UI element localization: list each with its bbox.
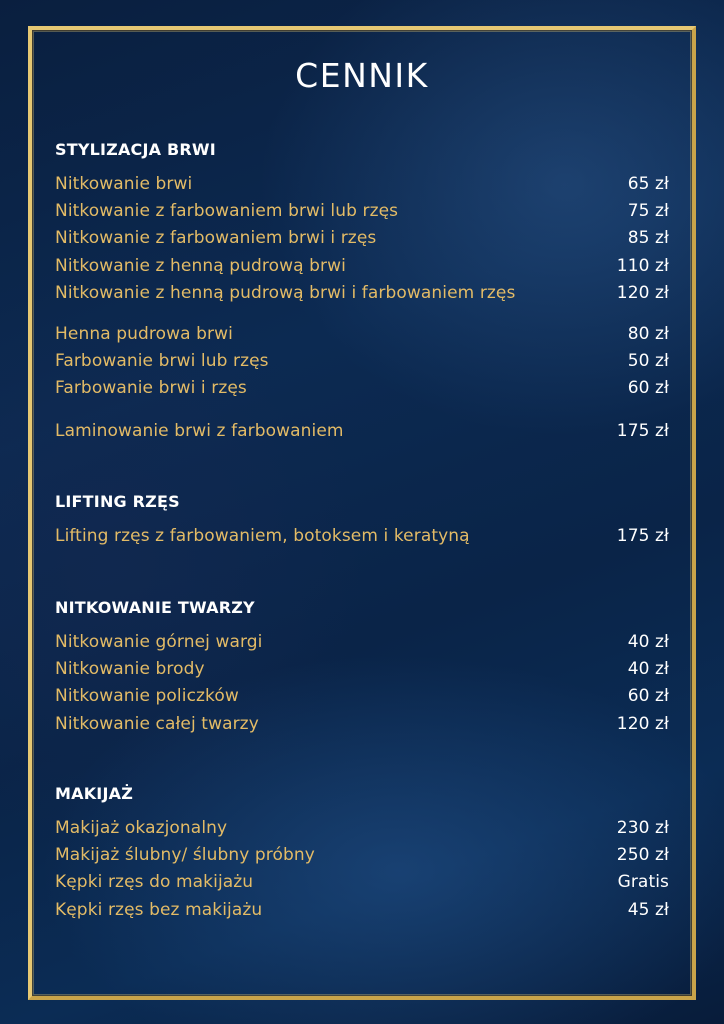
price-row	[55, 170, 669, 197]
section-heading: NITKOWANIE TWARZY	[55, 598, 255, 617]
service-price: 40 zł	[627, 659, 669, 680]
service-price: Gratis	[617, 872, 669, 893]
service-price: 120 zł	[616, 283, 669, 304]
service-name: Henna pudrowa brwi	[55, 323, 233, 344]
price-row	[55, 522, 669, 549]
service-price: 60 zł	[627, 686, 669, 707]
service-price: 40 zł	[627, 631, 669, 652]
service-price: 175 zł	[616, 525, 669, 546]
service-name: Nitkowanie brwi	[55, 173, 193, 194]
price-row	[55, 628, 669, 655]
service-name: Nitkowanie z farbowaniem brwi i rzęs	[55, 228, 377, 249]
service-name: Farbowanie brwi lub rzęs	[55, 351, 269, 372]
service-name: Nitkowanie z henną pudrową brwi	[55, 255, 346, 276]
price-row	[55, 252, 669, 279]
service-price: 65 zł	[627, 173, 669, 194]
price-group	[55, 628, 669, 738]
service-price: 45 zł	[627, 899, 669, 920]
price-row	[55, 710, 669, 737]
price-group	[55, 814, 669, 924]
price-row	[55, 197, 669, 224]
price-row	[55, 320, 669, 347]
price-row	[55, 375, 669, 402]
section-heading: MAKIJAŻ	[55, 784, 133, 803]
price-row	[55, 869, 669, 896]
service-name: Nitkowanie z farbowaniem brwi lub rzęs	[55, 201, 399, 222]
section-lifting-rzes	[55, 491, 669, 549]
price-row	[55, 280, 669, 307]
service-name: Nitkowanie całej twarzy	[55, 713, 259, 734]
service-price: 75 zł	[627, 201, 669, 222]
service-name: Makijaż okazjonalny	[55, 817, 228, 838]
price-row	[55, 814, 669, 841]
service-name: Makijaż ślubny/ ślubny próbny	[55, 845, 315, 866]
service-name: Laminowanie brwi z farbowaniem	[55, 420, 344, 441]
section-heading: STYLIZACJA BRWI	[55, 140, 216, 159]
service-price: 50 zł	[627, 351, 669, 372]
price-row	[55, 683, 669, 710]
service-name: Nitkowanie brody	[55, 659, 205, 680]
service-name: Kępki rzęs bez makijażu	[55, 899, 263, 920]
section-stylizacja-brwi	[55, 139, 669, 445]
service-price: 80 zł	[627, 323, 669, 344]
price-group	[55, 417, 669, 444]
price-row	[55, 896, 669, 923]
section-nitkowanie-twarzy	[55, 597, 669, 738]
price-row	[55, 417, 669, 444]
page-title: CENNIK	[295, 56, 429, 95]
service-name: Nitkowanie z henną pudrową brwi i farbowaniem rzęs	[55, 283, 516, 304]
service-price: 250 zł	[616, 845, 669, 866]
service-name: Kępki rzęs do makijażu	[55, 872, 254, 893]
price-group	[55, 320, 669, 402]
service-price: 175 zł	[616, 420, 669, 441]
section-makijaz	[55, 783, 669, 924]
price-row	[55, 225, 669, 252]
service-price: 60 zł	[627, 378, 669, 399]
service-price: 230 zł	[616, 817, 669, 838]
price-group	[55, 170, 669, 307]
service-price: 85 zł	[627, 228, 669, 249]
service-price: 120 zł	[616, 713, 669, 734]
price-row	[55, 841, 669, 868]
section-heading: LIFTING RZĘS	[55, 492, 180, 511]
service-name: Farbowanie brwi i rzęs	[55, 378, 247, 399]
price-group	[55, 522, 669, 549]
price-row	[55, 347, 669, 374]
service-name: Lifting rzęs z farbowaniem, botoksem i keratyną	[55, 525, 470, 546]
price-row	[55, 655, 669, 682]
service-name: Nitkowanie górnej wargi	[55, 631, 263, 652]
service-price: 110 zł	[616, 255, 669, 276]
service-name: Nitkowanie policzków	[55, 686, 239, 707]
